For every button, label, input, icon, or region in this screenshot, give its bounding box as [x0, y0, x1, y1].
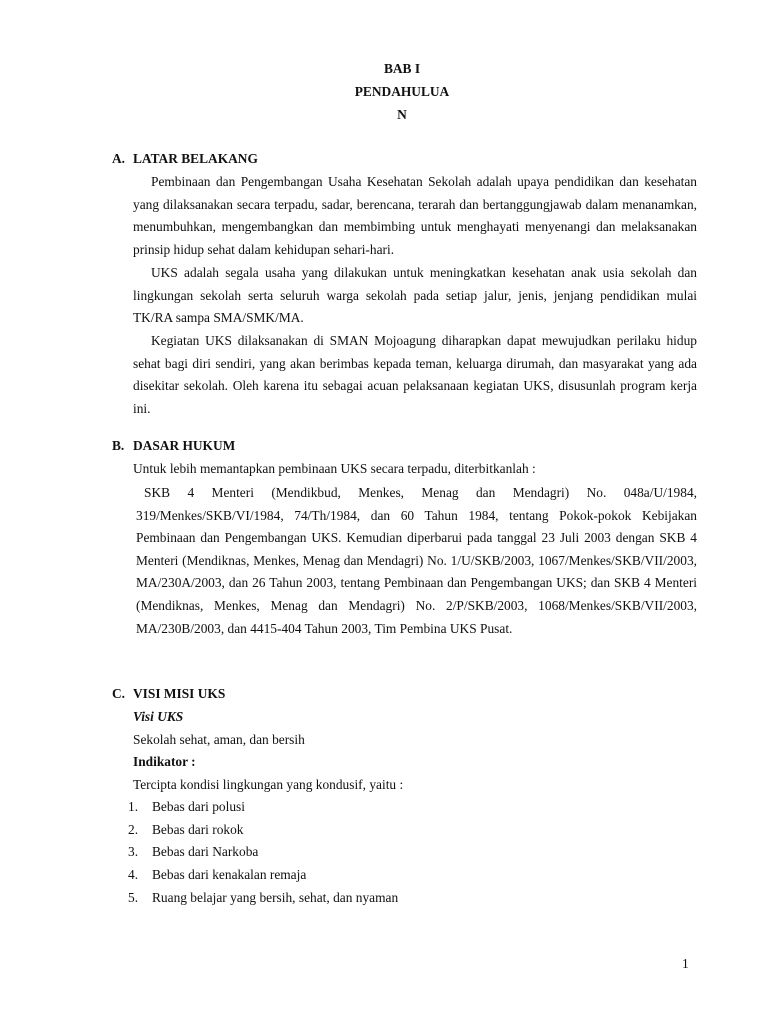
visi-text: Sekolah sehat, aman, dan bersih [133, 732, 305, 747]
section-b-body: SKB 4 Menteri (Mendikbud, Menkes, Menag dan Mendagri) No. 048a/U/1984, 319/Menkes/SKB/VI/1984, 74/Th/1984, dan 60 Tahun 1984, tentang Pokok-pokok Kebijakan Pembinaan dan Pengembangan UKS. Kemudian diperbarui pada tanggal 23 Juli 2003 dengan SKB 4 Menteri (Mendiknas, Menkes, Menag dan Mendagri) No. 1/U/SKB/2003, 1067/Menkes/SKB/VII/2003, MA/230A/2003, dan 26 Tahun 2003, tentang Pembinaan dan Pengembangan UKS; dan SKB 4 Menteri (Mendiknas, Menkes, Menag dan Mendagri) No. 2/P/SKB/2003, 1068/Menkes/SKB/VII/2003, MA/230B/2003, dan 4415-404 Tahun 2003, Tim Pembina UKS Pusat. [136, 485, 697, 636]
chapter-title-line1: PENDAHULUA [354, 84, 450, 99]
list-item: 5. Ruang belajar yang bersih, sehat, dan nyaman [128, 889, 399, 905]
indikator-label: Indikator : [133, 754, 196, 769]
indikator-intro: Tercipta kondisi lingkungan yang kondusif, yaitu : [133, 777, 404, 792]
section-c-title: VISI MISI UKS [133, 686, 226, 701]
section-a-title: LATAR BELAKANG [133, 151, 258, 166]
chapter-title-line2: N [397, 107, 407, 122]
section-a-heading [112, 151, 258, 167]
list-item: 2. Bebas dari rokok [128, 821, 244, 837]
section-a-paragraph-2: UKS adalah segala usaha yang dilakukan untuk meningkatkan kesehatan anak usia sekolah dan lingkungan sekolah serta seluruh warga sekolah pada setiap jalur, jenis, jenjang pendidikan mulai TK/RA sampa SMA/SMK/MA. [133, 265, 697, 326]
section-b-number: B. [112, 438, 125, 453]
list-item: 1. Bebas dari polusi [128, 799, 245, 814]
section-c-number: C. [112, 686, 126, 701]
section-a-number: A. [112, 151, 126, 166]
section-a-paragraph-1: Pembinaan dan Pengembangan Usaha Kesehatan Sekolah adalah upaya pendidikan dan kesehatan yang dilaksanakan secara terpadu, sadar, berencana, terarah dan bertanggungjawab dalam menanamkan, menumbuhkan, mengembangkan dan membimbing untuk menghayati menyenangi dan melaksanakan prinsip hidup sehat dalam kehidupan sehari-hari. [133, 174, 697, 257]
section-b-title: DASAR HUKUM [133, 438, 236, 453]
section-a-paragraph-3: Kegiatan UKS dilaksanakan di SMAN Mojoagung diharapkan dapat mewujudkan perilaku hidup sehat bagi diri sendiri, yang akan berimbas kepada teman, keluarga dirumah, dan masyarakat yang ada disekitar sekolah. Oleh karena itu sebagai acuan pelaksanaan kegiatan UKS, disusunlah program kerja ini. [133, 333, 697, 416]
indikator-list [128, 796, 398, 909]
section-c-heading [112, 686, 225, 702]
page-number: 1 [682, 956, 689, 971]
section-b-heading [112, 438, 235, 454]
section-b-intro: Untuk lebih memantapkan pembinaan UKS secara terpadu, diterbitkanlah : [133, 461, 536, 476]
chapter-label: BAB I [383, 61, 421, 76]
list-item: 4. Bebas dari kenakalan remaja [128, 867, 307, 883]
visi-label: Visi UKS [133, 709, 184, 724]
list-item: 3. Bebas dari Narkoba [128, 844, 259, 860]
